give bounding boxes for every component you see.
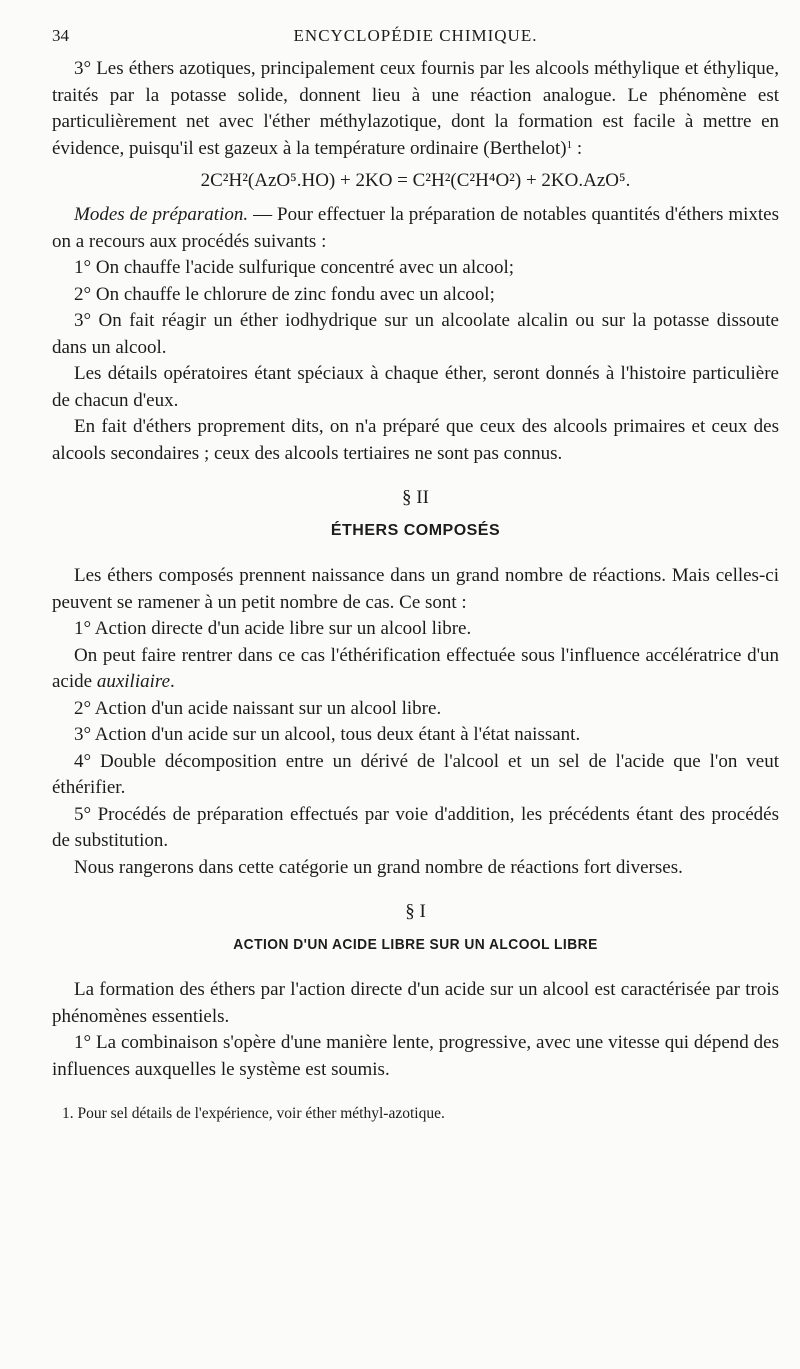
list-item: 3° Action d'un acide sur un alcool, tous deux étant à l'état naissant. — [74, 724, 581, 745]
list-item: 4° Double décomposition entre un dérivé de l'alcool et un sel de l'acide que l'on veut éthérifier. — [52, 750, 779, 798]
paragraph-formation: La formation des éthers par l'action directe d'un acide sur un alcool est caractérisée par trois phénomènes essentiels. — [52, 979, 779, 1027]
footnote-ref: 1 — [566, 138, 573, 151]
paragraph-combination: 1° La combinaison s'opère d'une manière lente, progressive, avec une vitesse qui dépend des influences auxquelles le système est soumis. — [52, 1032, 779, 1080]
paragraph-fact: En fait d'éthers proprement dits, on n'a préparé que ceux des alcools primaires et ceux des alcools secondaires ; ceux des alcools tertiaires ne sont pas connus. — [52, 416, 779, 464]
nitric-ethers-end: : — [572, 137, 583, 159]
nitric-ethers-text: 3° Les éthers azotiques, principalement ceux fournis par les alcools méthylique et éthylique, traités par la potasse solide, donnent lieu à une réaction analogue. Le phénomène est particulièrement net avec l'éther méthylazotique, dont la formation est facile à mettre en évidence, puisqu'il est gazeux à la température ordinaire (Berthelot) — [52, 58, 779, 159]
page-number: 34 — [52, 26, 69, 45]
list-item: 1° On chauffe l'acide sulfurique concentré avec un alcool; — [74, 257, 515, 278]
list-item: 2° On chauffe le chlorure de zinc fondu avec un alcool; — [74, 283, 495, 305]
list-item: 5° Procédés de préparation effectués par voie d'addition, les précédents étant des procédés de substitution. — [52, 803, 779, 851]
page — [52, 26, 779, 1125]
item1-note-end: . — [170, 671, 175, 692]
item1-note-emphasis: auxiliaire — [96, 671, 170, 692]
section-title: ÉTHERS COMPOSÉS — [330, 522, 501, 539]
subsection-title: ACTION D'UN ACIDE LIBRE SUR UN ALCOOL LIBRE — [233, 936, 598, 953]
paragraph-nitric-ethers — [52, 56, 779, 162]
section-label: § II — [402, 487, 429, 508]
paragraph-details: Les détails opératoires étant spéciaux à chaque éther, seront donnés à l'histoire particulière de chacun d'eux. — [52, 363, 779, 411]
item1-note-text: On peut faire rentrer dans ce cas l'éthérification effectuée sous l'influence accélératrice d'un acide — [52, 644, 779, 692]
subsection-label: § I — [405, 901, 426, 922]
modes-heading: Modes de préparation. — [74, 204, 249, 225]
page-header — [52, 26, 779, 56]
paragraph-item1-note — [52, 643, 779, 696]
running-title: ENCYCLOPÉDIE CHIMIQUE. — [293, 26, 538, 45]
list-item: 1° Action directe d'un acide libre sur un alcool libre. — [74, 618, 472, 639]
paragraph-section-intro: Les éthers composés prennent naissance dans un grand nombre de réactions. Mais celles-ci peuvent se ramener à un petit nombre de cas. Ce sont : — [52, 565, 779, 613]
footnote: 1. Pour sel détails de l'expérience, voir éther méthyl-azotique. — [62, 1105, 445, 1122]
paragraph-closing: Nous rangerons dans cette catégorie un grand nombre de réactions fort diverses. — [74, 856, 683, 878]
list-item: 3° On fait réagir un éther iodhydrique sur un alcoolate alcalin ou sur la potasse dissoute dans un alcool. — [52, 310, 779, 358]
paragraph-modes — [52, 202, 779, 255]
list-item: 2° Action d'un acide naissant sur un alcool libre. — [74, 697, 442, 719]
modes-text: — Pour effectuer la préparation de notables quantités d'éthers mixtes on a recours aux procédés suivants : — [52, 204, 779, 252]
chemical-formula: 2C²H²(AzO⁵.HO) + 2KO = C²H²(C²H⁴O²) + 2KO.AzO⁵. — [200, 170, 631, 191]
